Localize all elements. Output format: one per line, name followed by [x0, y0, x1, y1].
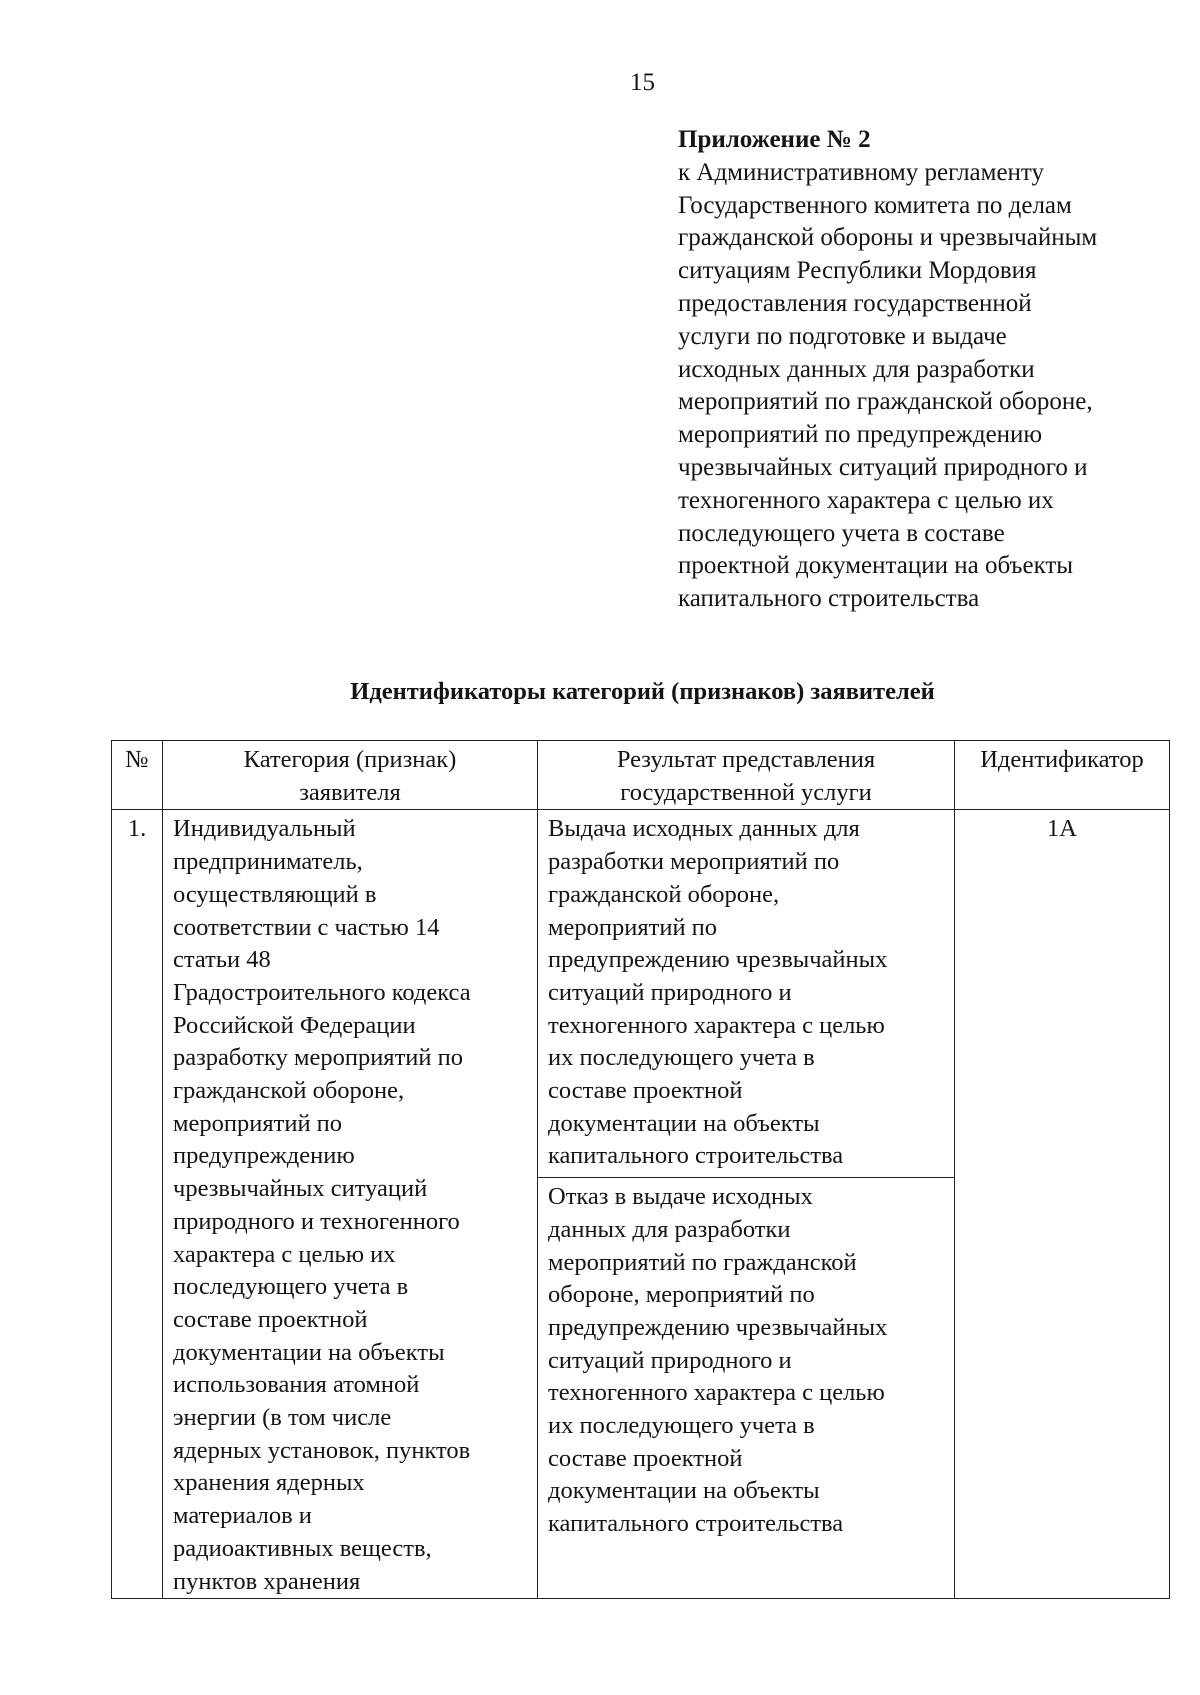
appendix-line: проектной документации на объекты	[678, 552, 1074, 580]
header-number: №	[112, 741, 163, 810]
appendix-line: мероприятий по гражданской обороне,	[678, 388, 1093, 416]
category-line: пунктов хранения	[173, 1567, 361, 1595]
category-line: радиоактивных веществ,	[173, 1534, 432, 1562]
result-issue-line: техногенного характера с целью	[548, 1011, 885, 1039]
appendix-line: чрезвычайных ситуаций природного и	[678, 453, 1088, 481]
result-issue-line: гражданской обороне,	[548, 880, 780, 908]
header-category-line: заявителя	[299, 778, 401, 806]
result-refusal-line: обороне, мероприятий по	[548, 1281, 815, 1309]
appendix-line: к Административному регламенту	[678, 158, 1045, 186]
category-line: соответствии с частью 14	[173, 913, 440, 941]
header-category-line: Категория (признак)	[243, 746, 457, 773]
appendix-line: последующего учета в составе	[678, 519, 1005, 547]
header-identifier: Идентификатор	[955, 741, 1170, 810]
appendix-line: Государственного комитета по делам	[678, 191, 1072, 219]
appendix-header	[678, 124, 1178, 616]
result-refusal-line: ситуаций природного и	[548, 1346, 792, 1374]
category-line: ядерных установок, пунктов	[173, 1436, 471, 1464]
table-row	[112, 810, 1170, 1599]
result-issue-line: Выдача исходных данных для	[548, 815, 860, 843]
row-number: 1.	[112, 810, 163, 1599]
appendix-title: Приложение № 2	[678, 126, 871, 153]
result-issue-line: разработки мероприятий по	[548, 848, 840, 876]
category-line: хранения ядерных	[173, 1469, 365, 1497]
table-title: Идентификаторы категорий (признаков) заявителей	[350, 678, 935, 705]
page-number: 15	[630, 69, 655, 96]
header-result	[538, 741, 955, 810]
result-issue-line: документации на объекты	[548, 1109, 820, 1137]
category-line: предприниматель,	[173, 848, 363, 876]
category-line: гражданской обороне,	[173, 1077, 405, 1105]
appendix-line: услуги по подготовке и выдаче	[678, 322, 1007, 350]
result-issue-line: мероприятий по	[548, 913, 718, 941]
header-result-line: государственной услуги	[620, 778, 872, 806]
result-refusal-line: документации на объекты	[548, 1477, 820, 1505]
category-line: составе проектной	[173, 1305, 368, 1333]
result-refusal	[538, 1177, 954, 1545]
row-result	[538, 810, 955, 1599]
result-refusal-line: составе проектной	[548, 1444, 743, 1472]
result-issue-line: их последующего учета в	[548, 1044, 815, 1072]
category-line: Российской Федерации	[173, 1011, 416, 1039]
result-issue-line: составе проектной	[548, 1077, 743, 1105]
row-identifier: 1А	[955, 810, 1170, 1599]
result-refusal-line: предупреждению чрезвычайных	[548, 1313, 888, 1341]
category-line: документации на объекты	[173, 1338, 445, 1366]
appendix-line: гражданской обороны и чрезвычайным	[678, 224, 1098, 252]
result-refusal-line: капитального строительства	[548, 1510, 844, 1538]
header-category	[163, 741, 538, 810]
applicant-identifiers-table	[111, 740, 1170, 1599]
category-line: предупреждению	[173, 1142, 355, 1170]
category-line: мероприятий по	[173, 1109, 343, 1137]
category-line: последующего учета в	[173, 1273, 409, 1301]
category-line: чрезвычайных ситуаций	[173, 1175, 428, 1203]
result-refusal-line: мероприятий по гражданской	[548, 1248, 857, 1276]
category-line: Индивидуальный	[173, 815, 356, 843]
result-issue-line: ситуаций природного и	[548, 978, 792, 1006]
appendix-line: ситуациям Республики Мордовия	[678, 257, 1037, 285]
category-line: статьи 48	[173, 946, 271, 974]
category-line: использования атомной	[173, 1371, 420, 1399]
category-line: осуществляющий в	[173, 880, 377, 908]
result-refusal-line: данных для разработки	[548, 1215, 791, 1243]
result-refusal-line: их последующего учета в	[548, 1412, 815, 1440]
result-refusal-line: техногенного характера с целью	[548, 1379, 885, 1407]
category-line: природного и техногенного	[173, 1207, 460, 1235]
result-refusal-line: Отказ в выдаче исходных	[548, 1183, 813, 1211]
result-issue-line: предупреждению чрезвычайных	[548, 946, 888, 974]
appendix-line: техногенного характера с целью их	[678, 486, 1054, 514]
header-result-line: Результат представления	[616, 746, 876, 773]
result-issue-line: капитального строительства	[548, 1142, 844, 1170]
appendix-line: капитального строительства	[678, 585, 980, 613]
appendix-line: исходных данных для разработки	[678, 355, 1035, 383]
category-line: характера с целью их	[173, 1240, 396, 1268]
table-header-row	[112, 741, 1170, 810]
category-line: разработку мероприятий по	[173, 1044, 463, 1072]
category-line: Градостроительного кодекса	[173, 978, 471, 1006]
appendix-line: мероприятий по предупреждению	[678, 421, 1043, 449]
result-issue	[538, 810, 954, 1177]
category-line: материалов и	[173, 1502, 312, 1530]
row-category	[163, 810, 538, 1599]
category-line: энергии (в том числе	[173, 1404, 392, 1432]
appendix-line: предоставления государственной	[678, 289, 1032, 317]
